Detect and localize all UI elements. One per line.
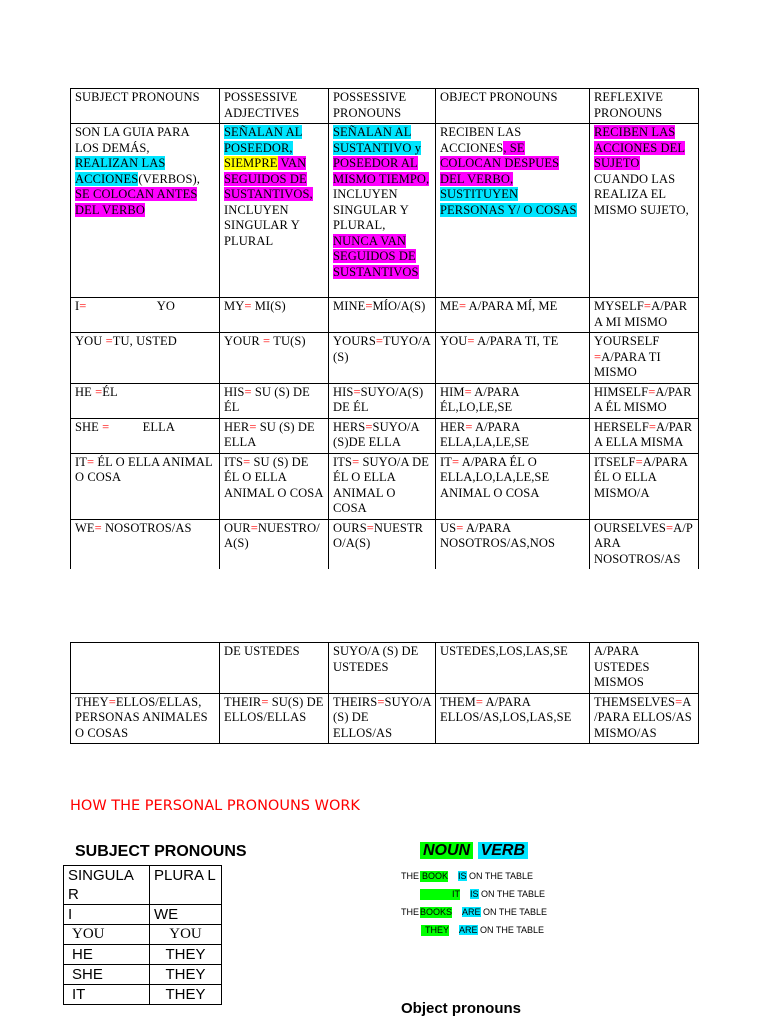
equals-sign: =	[263, 334, 271, 348]
pronoun-cell	[220, 453, 329, 519]
pronoun-table-continued	[70, 642, 699, 744]
description-text: INCLUYEN SINGULAR Y PLURAL,	[333, 187, 409, 232]
equals-sign: =	[244, 299, 252, 313]
example-line	[401, 907, 547, 918]
pronoun-translation: ELLOS/ELLAS, PERSONAS ANIMALES O COSAS	[75, 694, 208, 740]
pronoun-term: THEY	[75, 694, 109, 709]
equals-sign: =	[594, 349, 602, 364]
equals-sign: =	[249, 419, 257, 434]
pronoun-translation: SUYO/A DE ÉL O ELLA ANIMAL O COSA	[333, 454, 429, 515]
pronoun-translation: SUYO/A (S) DE ELLOS/AS	[333, 694, 431, 740]
pronoun-term: HE	[75, 384, 96, 399]
pronoun-translation: A/PARA ELLOS/AS,LOS,LAS,SE	[440, 694, 572, 724]
subject-table-row	[64, 965, 222, 985]
header-row	[71, 89, 699, 124]
subject-pronouns-table	[63, 865, 222, 1005]
table-row	[71, 693, 699, 744]
pronoun-cell	[436, 693, 590, 744]
pronoun-translation: TUYO/A(S)	[333, 334, 431, 364]
equals-sign: =	[643, 299, 652, 313]
pronoun-translation: A/PARA TI MISMO	[594, 349, 661, 379]
table-row	[71, 418, 699, 453]
example-line	[401, 925, 544, 936]
pronoun-term: THEMSELVES	[594, 694, 676, 709]
subject-pronoun: HE	[64, 945, 150, 965]
pronoun-translation: YO	[156, 299, 175, 313]
subject-pronoun: YOU	[150, 925, 222, 945]
description-text: RECIBEN LAS ACCIONES	[440, 125, 522, 155]
pronoun-cell	[590, 298, 699, 333]
description-text: SEÑALAN AL SUSTANTIVO y	[333, 125, 422, 155]
example-verb: ARE	[459, 925, 478, 935]
equals-sign: =	[648, 419, 657, 434]
pronoun-table	[70, 88, 699, 569]
example-verb: IS	[470, 889, 479, 899]
description-text: SEÑALAN AL POSEEDOR,	[224, 125, 303, 155]
pronoun-cell	[436, 643, 590, 694]
pronoun-term: ITS	[224, 454, 244, 469]
pronoun-term: YOUR	[224, 334, 264, 348]
equals-sign: =	[635, 454, 643, 469]
description-cell	[329, 124, 436, 298]
pronoun-term: HIS	[333, 384, 354, 399]
pronoun-translation: A/PARA ÉL,LO,LE,SE	[440, 384, 519, 414]
pronoun-cell	[590, 643, 699, 694]
pronoun-cell	[590, 693, 699, 744]
pronoun-cell	[71, 418, 220, 453]
equals-sign: =	[261, 694, 269, 709]
pronoun-cell	[329, 418, 436, 453]
pronoun-cell	[590, 333, 699, 384]
pronoun-translation: USTEDES,LOS,LAS,SE	[440, 644, 568, 658]
pronoun-term: I	[75, 299, 80, 313]
equals-sign: =	[648, 384, 656, 399]
equals-sign: =	[475, 694, 483, 709]
description-text: SIEMPRE	[224, 156, 278, 170]
equals-sign: =	[665, 520, 674, 535]
description-text: NUNCA VAN SEGUIDOS DE SUSTANTIVOS	[333, 233, 419, 279]
pronoun-term: THEM	[440, 694, 476, 709]
pronoun-cell	[71, 383, 220, 418]
equals-sign: =	[365, 299, 373, 313]
object-pronouns-title: Object pronouns	[401, 1000, 521, 1017]
pronoun-translation: SU(S) DE ELLOS/ELLAS	[224, 694, 324, 724]
pronoun-cell	[329, 453, 436, 519]
subject-table-header: SINGULA R	[64, 866, 150, 905]
pronoun-cell	[329, 693, 436, 744]
equals-sign: =	[244, 384, 252, 399]
pronoun-term: YOURSELF	[594, 334, 660, 348]
pronoun-term: IT	[440, 454, 452, 469]
subject-pronoun: THEY	[150, 985, 222, 1005]
equals-sign: =	[94, 520, 102, 535]
table-row	[71, 298, 699, 333]
example-rest: ON THE TABLE	[478, 889, 546, 899]
pronoun-translation: SU (S) DE ÉL O ELLA ANIMAL O COSA	[224, 454, 324, 500]
subject-table-row	[64, 945, 222, 965]
example-prefix: THE	[401, 907, 419, 917]
pronoun-translation: A/PARA ÉL O ELLA MISMO/A	[594, 454, 688, 500]
subject-pronoun: IT	[64, 985, 150, 1005]
pronoun-cell	[220, 418, 329, 453]
equals-sign: =	[366, 520, 374, 535]
column-header: POSSESSIVE ADJECTIVES	[220, 89, 329, 124]
pronoun-translation: A/PARA ELLA,LA,LE,SE	[440, 419, 530, 449]
table-row	[71, 383, 699, 418]
pronoun-cell	[436, 453, 590, 519]
pronoun-term: ME	[440, 299, 459, 313]
example-line	[401, 871, 533, 882]
equals-sign: =	[467, 334, 475, 348]
pronoun-term: THEIRS	[333, 694, 378, 709]
table-row	[71, 519, 699, 569]
pronoun-term: YOU	[440, 334, 468, 348]
description-text: INCLUYEN SINGULAR Y PLURAL	[224, 202, 300, 248]
example-verb: IS	[458, 871, 467, 881]
description-text: RECIBEN LAS ACCIONES DEL SUJETO	[594, 125, 686, 170]
noun-label: NOUN	[420, 842, 473, 859]
pronoun-translation: SUYO/A (S)DE ELLA	[333, 419, 419, 449]
example-noun: BOOK	[421, 871, 448, 881]
equals-sign: =	[108, 694, 116, 709]
pronoun-cell	[220, 643, 329, 694]
example-line	[401, 889, 545, 900]
pronoun-translation: TU, USTED	[112, 334, 177, 348]
description-text: SON LA GUIA PARA LOS DEMÁS,	[75, 125, 190, 155]
example-noun: THEY	[421, 925, 449, 936]
equals-sign: =	[365, 419, 373, 434]
equals-sign: =	[243, 454, 251, 469]
equals-sign: =	[79, 299, 87, 313]
pronoun-term: HER	[440, 419, 466, 434]
section-title-how-pronouns-work: HOW THE PERSONAL PRONOUNS WORK	[70, 798, 360, 814]
pronoun-term: MINE	[333, 299, 366, 313]
column-header: REFLEXIVE PRONOUNS	[590, 89, 699, 124]
pronoun-translation: SUYO/A(S) DE ÉL	[333, 384, 424, 414]
example-prefix: THE	[401, 871, 419, 881]
pronoun-translation: A/PARA TI, TE	[474, 334, 559, 348]
pronoun-translation: SU (S) DE ÉL	[224, 384, 310, 414]
table-row	[71, 453, 699, 519]
pronoun-cell	[220, 298, 329, 333]
pronoun-term: HER	[224, 419, 250, 434]
subject-table-row	[64, 985, 222, 1005]
example-rest: ON THE TABLE	[477, 925, 545, 935]
pronoun-translation: MÍO/A(S)	[372, 299, 426, 313]
equals-sign: =	[105, 334, 113, 348]
equals-sign: =	[95, 384, 103, 399]
pronoun-cell	[220, 519, 329, 569]
equals-sign: =	[464, 384, 472, 399]
pronoun-translation: ÉL	[102, 384, 118, 399]
equals-sign: =	[377, 694, 385, 709]
pronoun-translation: A/PARA ELLA MISMA	[594, 419, 693, 449]
description-text: POSEEDOR AL MISMO TIEMPO,	[333, 156, 430, 186]
pronoun-translation: A/PARA MI MISMO	[594, 299, 688, 329]
pronoun-term: SHE	[75, 419, 103, 434]
description-cell	[220, 124, 329, 298]
pronoun-term: HIM	[440, 384, 465, 399]
pronoun-cell	[71, 333, 220, 384]
description-row	[71, 124, 699, 298]
pronoun-cell	[436, 418, 590, 453]
equals-sign: =	[465, 419, 473, 434]
pronoun-cell	[220, 333, 329, 384]
pronoun-cell	[590, 418, 699, 453]
pronoun-term: YOU	[75, 334, 106, 348]
pronoun-translation: A/PARA ÉL O ELLA,LO,LA,LE,SE ANIMAL O COSA	[440, 454, 550, 500]
pronoun-cell	[329, 643, 436, 694]
equals-sign: =	[102, 419, 110, 434]
pronoun-cell	[329, 298, 436, 333]
pronoun-translation: A/PARA ELLOS/AS MISMO/AS	[594, 694, 692, 740]
pronoun-cell	[329, 519, 436, 569]
column-header: POSSESSIVE PRONOUNS	[329, 89, 436, 124]
pronoun-term: OURS	[333, 520, 367, 535]
pronoun-term: HERS	[333, 419, 366, 434]
pronoun-translation: A/PARA NOSOTROS/AS	[594, 520, 693, 566]
subject-pronoun: THEY	[150, 945, 222, 965]
pronoun-term: HIS	[224, 384, 245, 399]
example-verb: ARE	[462, 907, 481, 917]
subject-pronoun: THEY	[150, 965, 222, 985]
pronoun-term: WE	[75, 520, 95, 535]
pronoun-term: MY	[224, 299, 245, 313]
equals-sign: =	[452, 454, 460, 469]
pronoun-translation: A/PARA ÉL MISMO	[594, 384, 692, 414]
column-header: OBJECT PRONOUNS	[436, 89, 590, 124]
example-rest: ON THE TABLE	[480, 907, 548, 917]
pronoun-translation: ELLA	[142, 419, 175, 434]
equals-sign: =	[352, 454, 360, 469]
pronoun-term: IT	[75, 454, 87, 469]
pronoun-translation: A/PARA NOSOTROS/AS,NOS	[440, 520, 556, 550]
pronoun-cell	[590, 519, 699, 569]
pronoun-translation: NUESTRO/A(S)	[224, 520, 320, 550]
subject-pronoun: I	[64, 905, 150, 925]
equals-sign: =	[353, 384, 361, 399]
pronoun-translation: NOSOTROS/AS	[101, 520, 192, 535]
pronoun-cell	[71, 693, 220, 744]
column-header: SUBJECT PRONOUNS	[71, 89, 220, 124]
pronoun-term: HIMSELF	[594, 384, 649, 399]
pronoun-translation: NUESTRO/A(S)	[333, 520, 424, 550]
pronoun-term: ITS	[333, 454, 353, 469]
description-cell	[590, 124, 699, 298]
pronoun-cell	[71, 643, 220, 694]
pronoun-translation: A/PARA MÍ, ME	[466, 299, 558, 313]
pronoun-cell	[329, 333, 436, 384]
pronoun-term: US	[440, 520, 457, 535]
subject-table-header: PLURA L	[150, 866, 222, 905]
table-row	[71, 643, 699, 694]
description-text: , SE COLOCAN DESPUES DEL VERBO,	[440, 140, 560, 186]
equals-sign: =	[87, 454, 95, 469]
description-text: (VERBOS),	[138, 171, 200, 186]
pronoun-term: MYSELF	[594, 299, 644, 313]
pronoun-cell	[590, 453, 699, 519]
equals-sign: =	[250, 520, 258, 535]
example-noun: BOOKS	[420, 907, 453, 917]
pronoun-cell	[436, 333, 590, 384]
equals-sign: =	[458, 299, 467, 313]
subject-table-row	[64, 925, 222, 945]
example-rest: ON THE TABLE	[466, 871, 534, 881]
pronoun-cell	[590, 383, 699, 418]
noun-verb-legend	[420, 842, 528, 860]
pronoun-translation: SUYO/A (S) DE USTEDES	[333, 644, 419, 674]
pronoun-term: ITSELF	[594, 454, 636, 469]
description-text: SUSTITUYEN PERSONAS Y/ O COSAS	[440, 187, 577, 217]
pronoun-cell	[436, 383, 590, 418]
description-cell	[71, 124, 220, 298]
verb-label: VERB	[478, 842, 528, 859]
subject-pronoun: YOU	[64, 925, 150, 945]
subject-pronoun: SHE	[64, 965, 150, 985]
example-noun: IT	[420, 889, 460, 900]
subject-pronouns-title: SUBJECT PRONOUNS	[75, 843, 247, 860]
pronoun-term: OUR	[224, 520, 251, 535]
pronoun-cell	[71, 298, 220, 333]
pronoun-translation: ÉL O ELLA ANIMAL O COSA	[75, 454, 213, 484]
description-text: CUANDO LAS REALIZA EL MISMO SUJETO,	[594, 171, 689, 217]
pronoun-cell	[329, 383, 436, 418]
pronoun-term: HERSELF	[594, 419, 649, 434]
description-cell	[436, 124, 590, 298]
description-text: REALIZAN LAS ACCIONES	[75, 156, 166, 186]
pronoun-cell	[436, 519, 590, 569]
pronoun-translation: DE USTEDES	[224, 644, 300, 658]
equals-sign: =	[675, 694, 683, 709]
pronoun-term: THEIR	[224, 694, 262, 709]
equals-sign: =	[375, 334, 384, 348]
subject-pronoun: WE	[150, 905, 222, 925]
pronoun-translation: SU (S) DE ELLA	[224, 419, 315, 449]
pronoun-translation: TU(S)	[270, 334, 306, 348]
pronoun-cell	[220, 383, 329, 418]
subject-table-row	[64, 905, 222, 925]
pronoun-cell	[71, 519, 220, 569]
pronoun-term: YOURS	[333, 334, 376, 348]
description-text: VAN SEGUIDOS DE SUSTANTIVOS,	[224, 156, 313, 201]
pronoun-translation: MI(S)	[251, 299, 286, 313]
pronoun-translation: A/PARA USTEDES MISMOS	[594, 644, 650, 689]
pronoun-cell	[220, 693, 329, 744]
table-row	[71, 333, 699, 384]
pronoun-term: OURSELVES	[594, 520, 666, 535]
pronoun-cell	[71, 453, 220, 519]
pronoun-cell	[436, 298, 590, 333]
description-text: SE COLOCAN ANTES DEL VERBO	[75, 187, 198, 217]
equals-sign: =	[456, 520, 464, 535]
subject-table-head	[64, 866, 222, 905]
